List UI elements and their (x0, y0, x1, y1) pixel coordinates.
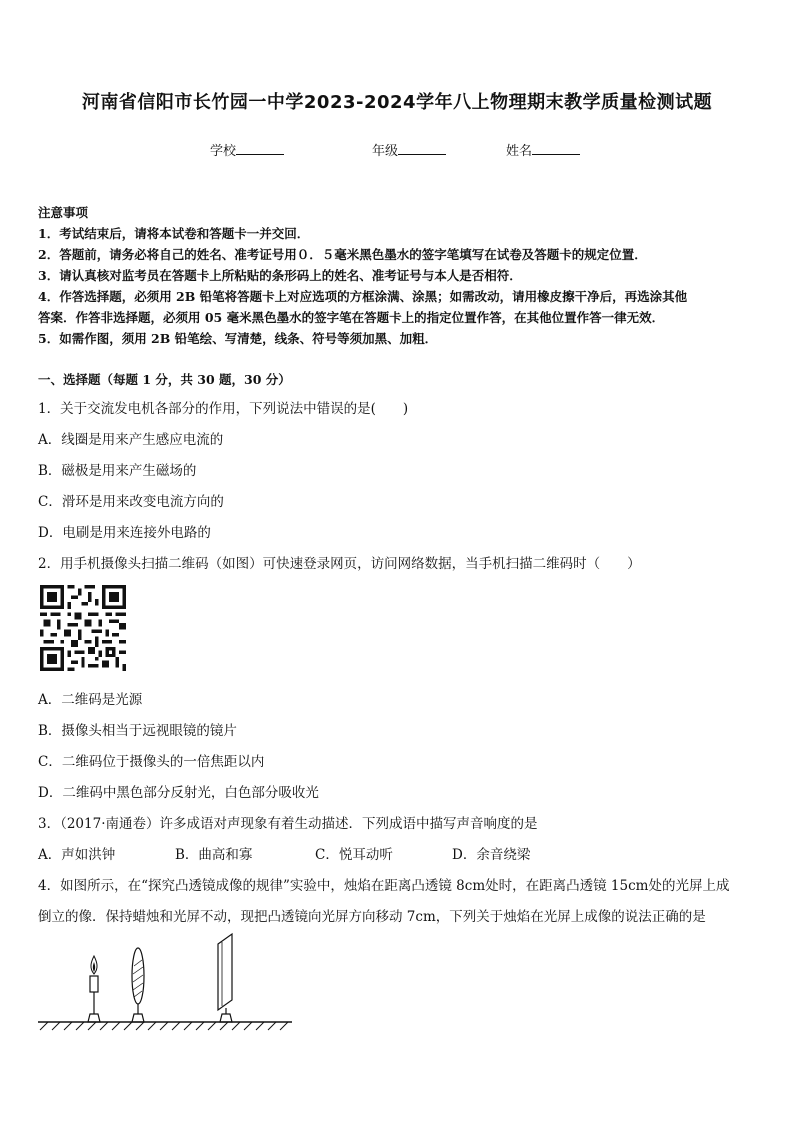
question-4-stem-line-2: 倒立的像．保持蜡烛和光屏不动，现把凸透镜向光屏方向移动 7cm，下列关于烛焰在光屏上成像的说法正确的是 (38, 909, 706, 925)
question-3-option-a[interactable]: A．声如洪钟 (38, 847, 116, 863)
notice-heading: 注意事项 (38, 205, 89, 220)
question-3-option-c[interactable]: C．悦耳动听 (315, 847, 393, 863)
notice-item: 答案．作答非选择题，必须用 05 毫米黑色墨水的签字笔在答题卡上的指定位置作答，在其他位置作答一律无效． (38, 310, 665, 325)
question-1-option-b[interactable]: B．磁极是用来产生磁场的 (38, 463, 197, 479)
grade-label: 年级 (372, 144, 399, 159)
notice-item: 2．答题前，请务必将自己的姓名、准考证号用０．５毫米黑色墨水的签字笔填写在试卷及答题卡的规定位置． (38, 247, 647, 262)
school-label: 学校 (210, 144, 237, 159)
section-heading: 一、选择题（每题 1 分，共 30 题，30 分） (38, 372, 291, 387)
qr-code-image (40, 585, 126, 671)
grade-field[interactable] (372, 140, 446, 159)
name-blank[interactable] (532, 141, 580, 155)
candle-icon (88, 956, 100, 1022)
question-3-options (38, 843, 758, 861)
light-screen-icon (218, 934, 232, 1022)
question-2-option-c[interactable]: C．二维码位于摄像头的一倍焦距以内 (38, 754, 265, 770)
question-4-stem-line-1: 4．如图所示，在“探究凸透镜成像的规律”实验中，烛焰在距离凸透镜 8cm处时，在距离凸透镜 15cm处的光屏上成 (38, 878, 730, 894)
school-field[interactable] (210, 140, 284, 159)
question-2-option-b[interactable]: B．摄像头相当于远视眼镜的镜片 (38, 723, 237, 739)
exam-title: 河南省信阳市长竹园一中学2023-2024学年八上物理期末教学质量检测试题 (81, 92, 713, 113)
notice-item: 4．作答选择题，必须用 2B 铅笔将答题卡上对应选项的方框涂满、涂黑；如需改动，请用橡皮擦干净后，再选涂其他 (38, 289, 688, 304)
optical-bench-figure (36, 930, 296, 1036)
student-info-fields (0, 140, 794, 160)
convex-lens-icon (132, 948, 144, 1022)
question-1-option-a[interactable]: A．线圈是用来产生感应电流的 (38, 432, 224, 448)
grade-blank[interactable] (398, 141, 446, 155)
question-1-option-d[interactable]: D．电刷是用来连接外电路的 (38, 525, 211, 541)
question-1-option-c[interactable]: C．滑环是用来改变电流方向的 (38, 494, 224, 510)
question-3-option-d[interactable]: D．余音绕梁 (452, 847, 531, 863)
school-blank[interactable] (236, 141, 284, 155)
question-2-option-a[interactable]: A．二维码是光源 (38, 692, 143, 708)
notice-item: 5．如需作图，须用 2B 铅笔绘、写清楚，线条、符号等须加黑、加粗． (38, 331, 438, 346)
name-label: 姓名 (506, 144, 533, 159)
notice-item: 1．考试结束后，请将本试卷和答题卡一并交回． (38, 226, 310, 241)
name-field[interactable] (506, 140, 580, 159)
question-3-stem: 3．（2017·南通卷）许多成语对声现象有着生动描述．下列成语中描写声音响度的是 (38, 816, 538, 832)
question-1-stem: 1．关于交流发电机各部分的作用，下列说法中错误的是( ) (38, 401, 409, 417)
question-2-option-d[interactable]: D．二维码中黑色部分反射光，白色部分吸收光 (38, 785, 319, 801)
question-3-option-b[interactable]: B．曲高和寡 (175, 847, 253, 863)
question-2-stem: 2．用手机摄像头扫描二维码（如图）可快速登录网页，访问网络数据，当手机扫描二维码时（ ） (38, 556, 641, 572)
notice-item: 3．请认真核对监考员在答题卡上所粘贴的条形码上的姓名、准考证号与本人是否相符． (38, 268, 522, 283)
